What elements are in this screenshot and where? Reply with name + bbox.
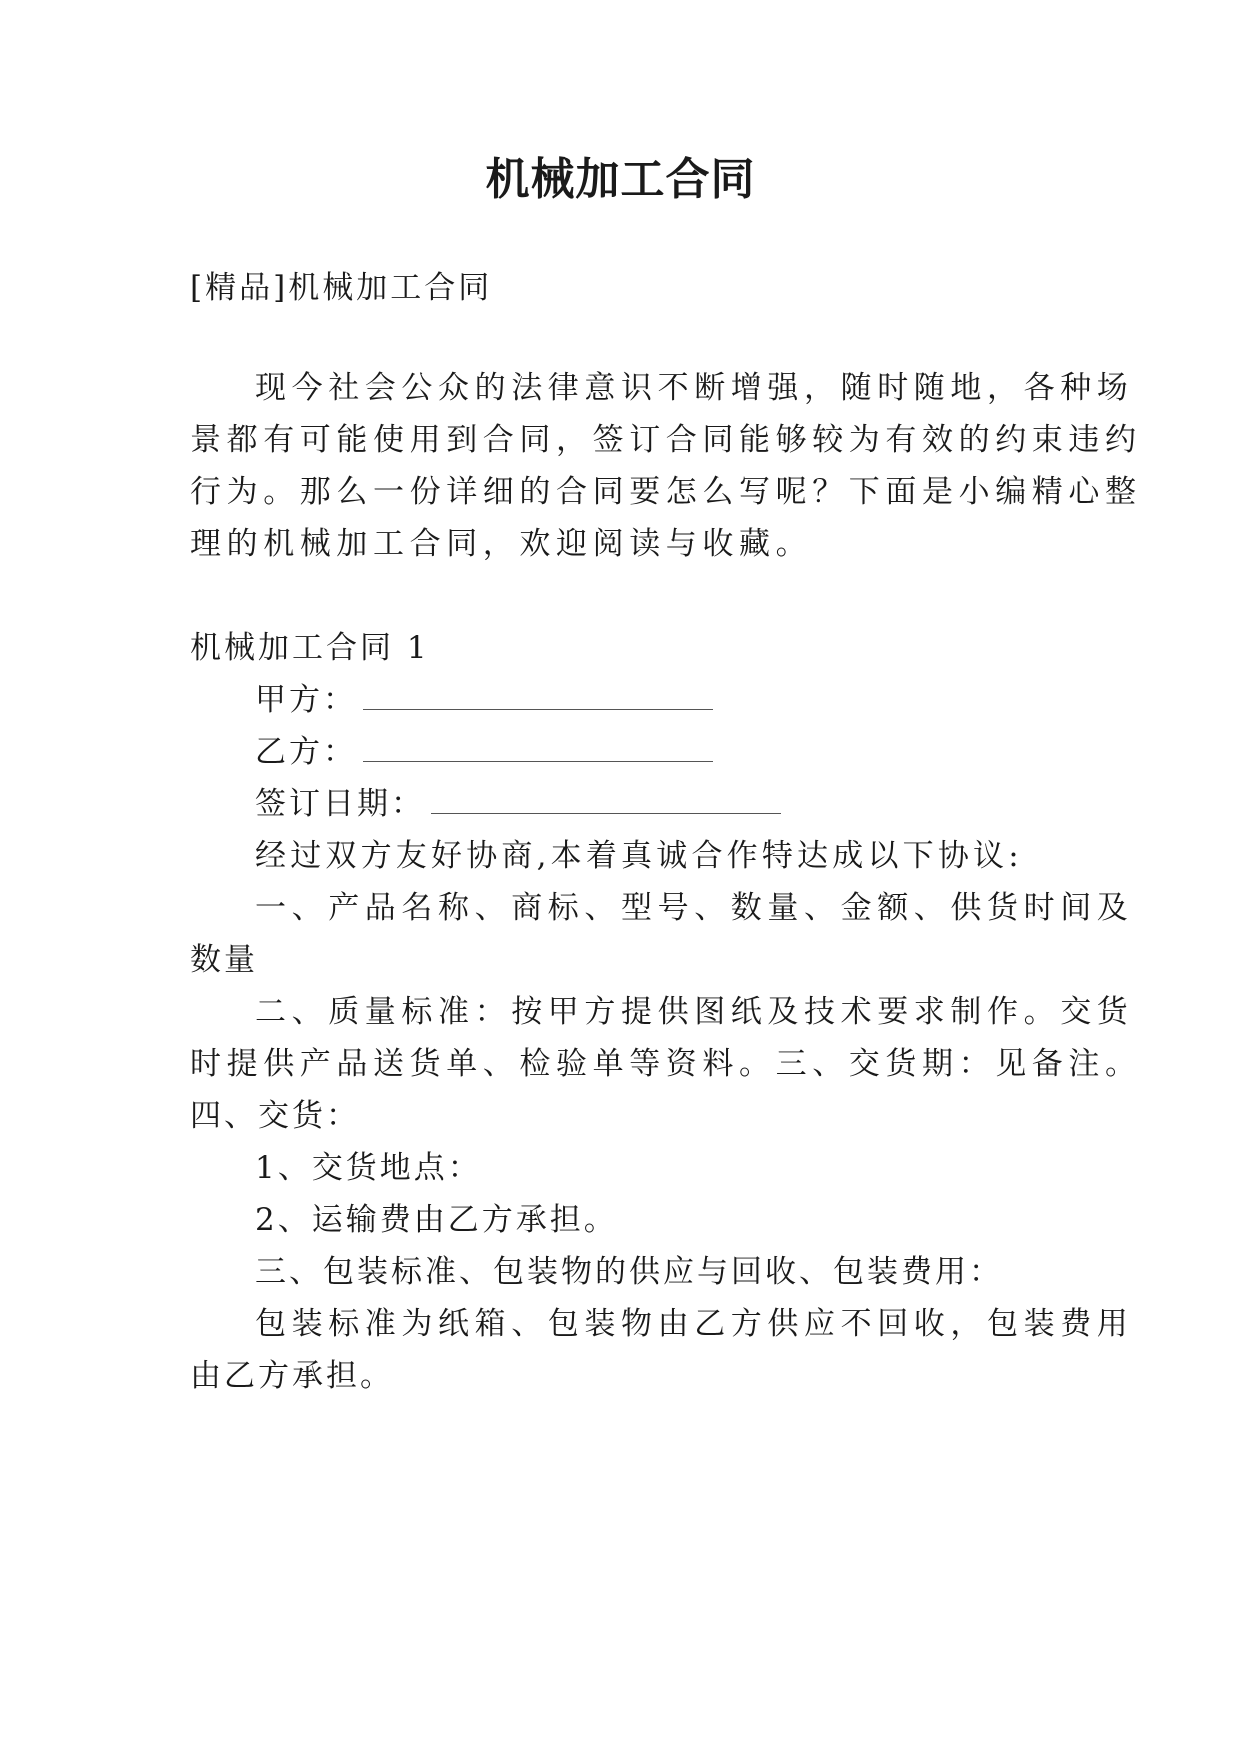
document-title: 机械加工合同	[485, 154, 756, 205]
intro-line-2: 景都有可能使用到合同，签订合同能够较为有效的约束违约	[190, 422, 1142, 458]
party-a-row	[255, 678, 713, 722]
intro-line-4: 理的机械加工合同，欢迎阅读与收藏。	[190, 526, 813, 562]
intro-line-1: 现今社会公众的法律意识不断增强，随时随地，各种场	[255, 370, 1134, 406]
body-line-11: 由乙方承担。	[190, 1358, 394, 1394]
intro-line-3: 行为。那么一份详细的合同要怎么写呢？下面是小编精心整	[190, 474, 1142, 510]
sign-date-row	[255, 782, 781, 826]
section-heading: 机械加工合同 1	[190, 630, 430, 666]
body-line-9: 三、包装标准、包装物的供应与回收、包装费用：	[255, 1254, 1003, 1290]
body-line-10: 包装标准为纸箱、包装物由乙方供应不回收，包装费用	[255, 1306, 1134, 1342]
sign-date-label: 签订日期：	[255, 786, 425, 822]
body-line-4: 二、质量标准：按甲方提供图纸及技术要求制作。交货	[255, 994, 1134, 1030]
body-line-7: 1、交货地点：	[255, 1150, 482, 1186]
body-line-5: 时提供产品送货单、检验单等资料。三、交货期：见备注。	[190, 1046, 1142, 1082]
party-b-blank	[363, 759, 713, 762]
party-b-label: 乙方：	[255, 734, 357, 770]
body-line-1: 经过双方友好协商,本着真诚合作特达成以下协议:	[255, 838, 1023, 874]
party-a-label: 甲方：	[255, 682, 357, 718]
sign-date-blank	[431, 811, 781, 814]
party-b-row	[255, 730, 713, 774]
body-line-6: 四、交货：	[190, 1098, 360, 1134]
document-subtitle: [精品]机械加工合同	[190, 270, 493, 306]
party-a-blank	[363, 707, 713, 710]
body-line-8: 2、运输费由乙方承担。	[255, 1202, 618, 1238]
body-line-2: 一、产品名称、商标、型号、数量、金额、供货时间及	[255, 890, 1134, 926]
body-line-3: 数量	[190, 942, 258, 978]
